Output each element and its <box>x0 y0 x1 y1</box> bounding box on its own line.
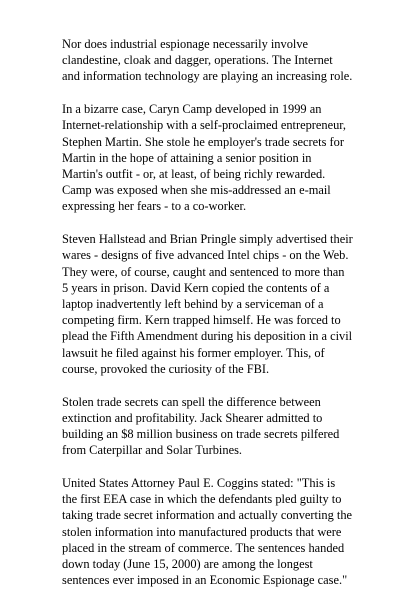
text-line: stolen information into manufactured products that were <box>62 524 342 539</box>
text-line: lawsuit he filed against his former employer. This, of <box>62 345 325 360</box>
text-line: building an $8 million business on trade secrets pilfered <box>62 427 340 442</box>
text-line: laptop inadvertently left behind by a serviceman of a <box>62 297 324 312</box>
text-line: Internet-relationship with a self-proclaimed entrepreneur, <box>62 118 347 133</box>
text-line: from Caterpillar and Solar Turbines. <box>62 443 242 458</box>
text-line: Stephen Martin. She stole he employer's trade secrets for <box>62 134 344 149</box>
text-line: wares - designs of five advanced Intel chips - on the Web. <box>62 248 349 263</box>
text-line: taking trade secret information and actually converting the <box>62 508 353 523</box>
text-line: Stolen trade secrets can spell the difference between <box>62 394 321 409</box>
text-line: Martin's outfit - or, at least, of being richly rewarded. <box>62 167 326 182</box>
text-line: United States Attorney Paul E. Coggins stated: "This is <box>62 476 336 491</box>
text-line: They were, of course, caught and sentenced to more than <box>62 264 345 279</box>
text-line: clandestine, cloak and dagger, operations. The Internet <box>62 53 333 68</box>
text-line: and information technology are playing an increasing role. <box>62 69 353 84</box>
text-line: Camp was exposed when she mis-addressed an e-mail <box>62 183 331 198</box>
text-line: down today (June 15, 2000) are among the longest <box>62 557 313 572</box>
text-line: In a bizarre case, Caryn Camp developed in 1999 an <box>62 102 322 117</box>
text-line: the first EEA case in which the defendants pled guilty to <box>62 492 342 507</box>
text-line: extinction and profitability. Jack Shearer admitted to <box>62 410 323 425</box>
text-line: 5 years in prison. David Kern copied the contents of a <box>62 280 330 295</box>
paragraph-caryn-camp <box>62 101 402 214</box>
text-line: Nor does industrial espionage necessarily involve <box>62 37 309 51</box>
document-page <box>62 36 402 605</box>
paragraph-jack-shearer <box>62 394 402 459</box>
paragraph-hallstead-pringle-kern <box>62 231 402 377</box>
text-line: placed in the stream of commerce. The sentences handed <box>62 540 345 555</box>
text-line: Steven Hallstead and Brian Pringle simply advertised their <box>62 232 353 247</box>
text-line: sentences ever imposed in an Economic Espionage case." <box>62 573 348 588</box>
text-line: course, provoked the curiosity of the FBI. <box>62 361 270 376</box>
text-line: Martin in the hope of attaining a senior position in <box>62 150 312 165</box>
paragraph-internet-espionage <box>62 36 402 85</box>
paragraph-coggins-quote <box>62 475 402 588</box>
text-line: plead the Fifth Amendment during his deposition in a civil <box>62 329 353 344</box>
text-line: expressing her fears - to a co-worker. <box>62 199 247 214</box>
text-line: competing firm. Kern trapped himself. He was forced to <box>62 313 341 328</box>
